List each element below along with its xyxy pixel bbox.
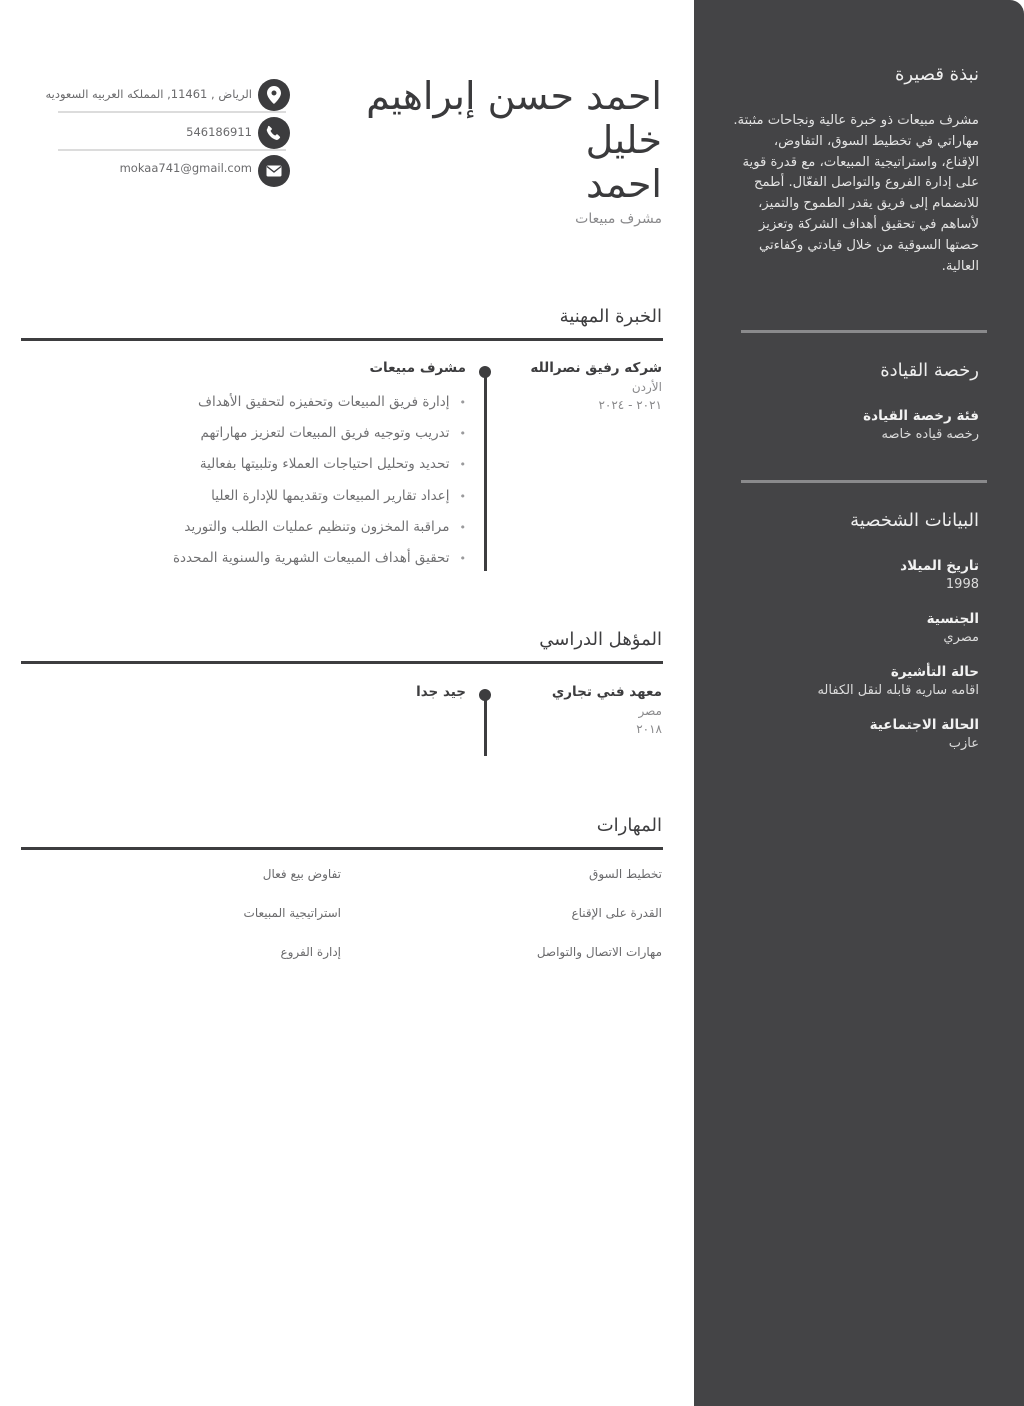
summary-section: [733, 64, 979, 277]
company-name: شركه رفيق نصرالله: [530, 360, 662, 376]
nationality-item: [733, 611, 979, 645]
sidebar: [694, 0, 1024, 1406]
bullet-dot-icon: •: [459, 551, 466, 565]
bullet-dot-icon: •: [459, 427, 466, 441]
list-item: •تحديد وتحليل احتياجات العملاء وتلبيتها بفعالية: [199, 456, 466, 473]
skills-row: [20, 942, 662, 981]
skills-title: المهارات: [596, 815, 662, 836]
license-value: رخصه قياده خاصه: [881, 427, 979, 442]
contact-address: [30, 79, 292, 115]
personal-section: [733, 510, 979, 751]
list-item: •إعداد تقارير المبيعات وتقديمها للإدارة العليا: [211, 487, 466, 504]
skills-row: [20, 864, 662, 903]
section-divider: [21, 661, 663, 664]
summary-text: مشرف مبيعات ذو خبرة عالية ونجاحات مثبتة. مهاراتي في تخطيط السوق، التفاوض، الإقناع، واستراتيجية المبيعات، مع قدرة قوية على إدارة الفروع والتواصل الفعّال. أطمح للانضمام إلى فريق يقدر الطموح والتميز، لأساهم في تحقيق أهداف الشركة وتعزيز حصتها السوقية من خلال قيادتي وكفاءتي العالية.: [733, 113, 979, 274]
email-icon: [258, 155, 290, 187]
sidebar-divider: [741, 480, 987, 483]
personal-title: البيانات الشخصية: [850, 510, 979, 531]
birthdate-label: تاريخ الميلاد: [900, 558, 979, 574]
email-text: mokaa741@gmail.com: [119, 161, 252, 175]
experience-title: الخبرة المهنية: [559, 306, 662, 327]
birthdate-item: [733, 558, 979, 592]
skill-item: إدارة الفروع: [280, 944, 341, 959]
contact-divider: [58, 149, 286, 151]
job-title: مشرف مبيعات: [575, 211, 662, 227]
location-pin-icon: [258, 79, 290, 111]
skill-item: تخطيط السوق: [589, 867, 662, 881]
address-text: الرياض , 11461, المملكه العربيه السعوديه: [45, 87, 252, 101]
section-divider: [21, 338, 663, 341]
name-line: احمد حسن إبراهيم: [366, 74, 662, 118]
graduation-year: ٢٠١٨: [636, 722, 662, 736]
marital-label: الحالة الاجتماعية: [869, 717, 979, 733]
list-item: •تدريب وتوجيه فريق المبيعات لتعزيز مهاراتهم: [200, 425, 466, 442]
experience-dates: ٢٠٢١ - ٢٠٢٤: [598, 398, 662, 412]
visa-label: حالة التأشيرة: [890, 664, 979, 680]
visa-item: [733, 664, 979, 698]
skill-item: استراتيجية المبيعات: [243, 905, 341, 920]
skill-item: تفاوض بيع فعال: [262, 867, 341, 881]
skills-grid: [20, 864, 662, 980]
skill-item: القدرة على الإقناع: [571, 905, 662, 920]
contact-email: [30, 155, 292, 191]
list-item: •مراقبة المخزون وتنظيم عمليات الطلب والتوريد: [184, 518, 466, 535]
summary-title: نبذة قصيرة: [894, 64, 979, 85]
name-line: احمد: [586, 162, 662, 206]
license-label: فئة رخصة القيادة: [863, 408, 979, 424]
name-line: خليل: [585, 118, 662, 162]
visa-value: اقامه ساريه قابله لنقل الكفاله: [817, 683, 979, 698]
nationality-label: الجنسية: [926, 611, 979, 627]
nationality-value: مصري: [943, 630, 979, 645]
list-item: •تحقيق أهداف المبيعات الشهرية والسنوية المحددة: [172, 549, 466, 566]
responsibilities-list: [6, 392, 466, 579]
bullet-dot-icon: •: [459, 458, 466, 472]
license-title: رخصة القيادة: [880, 360, 979, 381]
skills-row: [20, 903, 662, 942]
phone-text: 546186911: [186, 125, 252, 139]
full-name: [262, 74, 662, 206]
contact-divider: [58, 111, 286, 113]
timeline-line: [484, 372, 487, 571]
role-title: مشرف مبيعات: [369, 360, 466, 376]
license-section: [733, 360, 979, 442]
birthdate-value: 1998: [945, 577, 979, 592]
bullet-dot-icon: •: [459, 489, 466, 503]
bullet-dot-icon: •: [459, 520, 466, 534]
education-title: المؤهل الدراسي: [539, 629, 662, 650]
bullet-dot-icon: •: [459, 396, 466, 409]
institution-location: مصر: [638, 704, 662, 718]
section-divider: [21, 847, 663, 850]
marital-value: عازب: [948, 736, 979, 751]
sidebar-divider: [741, 330, 987, 333]
company-location: الأردن: [631, 380, 662, 394]
list-item: •إدارة فريق المبيعات وتحفيزه لتحقيق الأهداف: [197, 394, 466, 410]
contact-phone: [30, 117, 292, 153]
education-grade: جيد جدا: [416, 684, 466, 700]
phone-icon: [258, 117, 290, 149]
license-item: [733, 408, 979, 442]
timeline-line: [484, 695, 487, 756]
marital-item: [733, 717, 979, 751]
institution-name: معهد فني تجاري: [551, 684, 662, 700]
skill-item: مهارات الاتصال والتواصل: [536, 944, 662, 959]
